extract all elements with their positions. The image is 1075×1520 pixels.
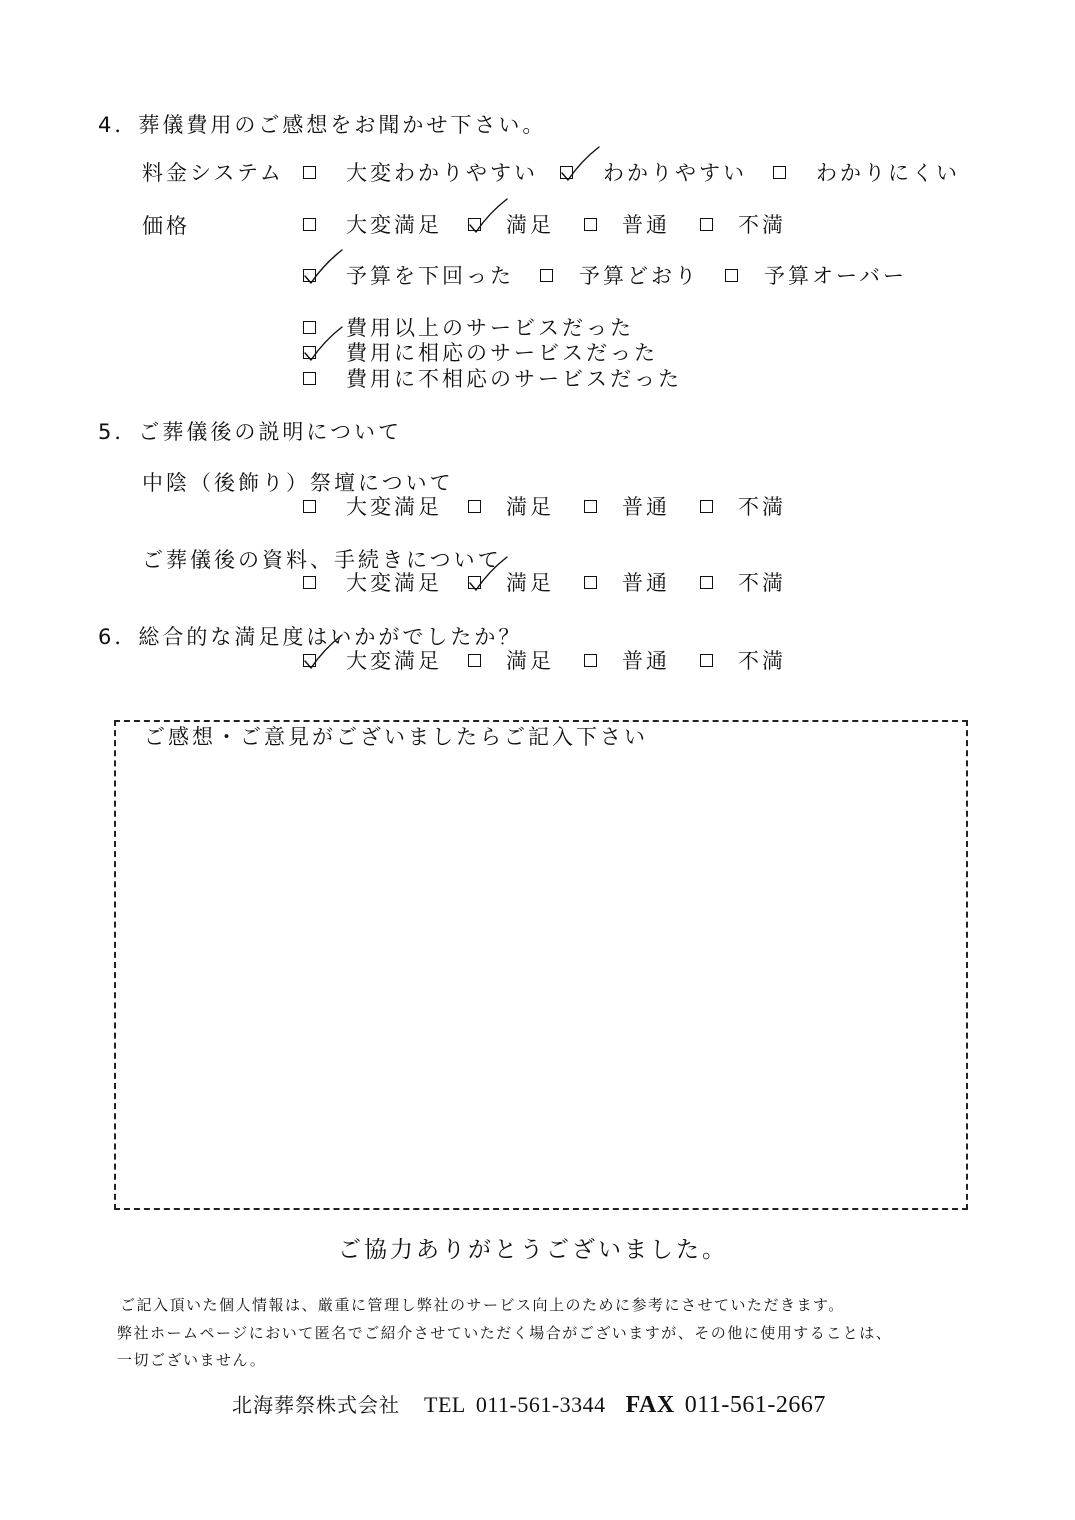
option-label: 費用に不相応のサービスだった: [346, 367, 682, 391]
q4-row3-opt2[interactable]: [725, 260, 907, 290]
option-label: 費用に相応のサービスだった: [346, 341, 658, 365]
empty-checkbox[interactable]: [584, 654, 597, 667]
option-label: 大変わかりやすい: [346, 161, 538, 185]
fax-label: FAX: [625, 1392, 675, 1418]
empty-checkbox[interactable]: [303, 166, 316, 179]
tel-label: TEL: [424, 1392, 466, 1417]
comments-value[interactable]: [144, 762, 946, 1188]
q5-sub1-opt3[interactable]: [700, 491, 786, 521]
option-label: 不満: [738, 571, 786, 595]
empty-checkbox[interactable]: [303, 576, 316, 589]
q6-opt1[interactable]: [468, 645, 554, 675]
empty-checkbox[interactable]: [468, 500, 481, 513]
empty-checkbox[interactable]: [303, 372, 316, 385]
empty-checkbox[interactable]: [700, 654, 713, 667]
check-mark-icon: [302, 248, 352, 288]
q4-row2-opt2[interactable]: [584, 209, 670, 239]
check-mark-icon: [467, 197, 517, 237]
q5-sub2-opt1[interactable]: [468, 567, 554, 597]
check-mark-icon: [302, 325, 352, 365]
option-label: 予算を下回った: [346, 264, 514, 288]
q6-opt0[interactable]: [303, 645, 442, 675]
empty-checkbox[interactable]: [700, 500, 713, 513]
option-label: 大変満足: [346, 213, 442, 237]
option-label: 普通: [622, 649, 670, 673]
checked-checkbox[interactable]: [560, 166, 573, 179]
check-mark-icon: [302, 633, 352, 673]
check-mark-icon: [559, 145, 609, 185]
option-label: 不満: [738, 213, 786, 237]
q6-title: 6．総合的な満足度はいかがでしたか？: [98, 625, 523, 649]
empty-checkbox[interactable]: [303, 500, 316, 513]
q4-row1-opt0[interactable]: [303, 157, 538, 187]
q6-options: [303, 646, 786, 674]
q4-row2-label: 価格: [142, 214, 190, 238]
check-mark-icon: [467, 555, 517, 595]
q6-opt3[interactable]: [700, 645, 786, 675]
empty-checkbox[interactable]: [700, 576, 713, 589]
checked-checkbox[interactable]: [468, 218, 481, 231]
q5-title: 5．ご葬儀後の説明について: [98, 420, 402, 444]
empty-checkbox[interactable]: [584, 218, 597, 231]
option-label: 不満: [738, 649, 786, 673]
option-label: 大変満足: [346, 649, 442, 673]
q5-sub2-label: ご葬儀後の資料、手続きについて: [142, 548, 502, 572]
empty-checkbox[interactable]: [773, 166, 786, 179]
q4-row1-options: [303, 158, 960, 186]
option-label: 満足: [506, 495, 554, 519]
privacy-line-1: ご記入頂いた個人情報は、厳重に管理し弊社のサービス向上のために参考にさせていただきます。: [120, 1296, 845, 1314]
checked-checkbox[interactable]: [468, 576, 481, 589]
q4-row3-options: [303, 261, 907, 289]
option-label: 普通: [622, 213, 670, 237]
option-label: 予算オーバー: [764, 264, 907, 288]
fax-number: 011-561-2667: [684, 1392, 826, 1418]
empty-checkbox[interactable]: [725, 269, 738, 282]
q5-sub2-opt3[interactable]: [700, 567, 786, 597]
q4-row1-opt2[interactable]: [773, 157, 960, 187]
q5-sub2-opt0[interactable]: [303, 567, 442, 597]
q4-row4-opt1[interactable]: [303, 339, 658, 365]
empty-checkbox[interactable]: [303, 218, 316, 231]
q4-row2-opt0[interactable]: [303, 209, 442, 239]
empty-checkbox[interactable]: [468, 654, 481, 667]
q5-sub1-opt2[interactable]: [584, 491, 670, 521]
option-label: 満足: [506, 213, 554, 237]
q4-row3-opt1[interactable]: [540, 260, 699, 290]
q5-sub1-opt1[interactable]: [468, 491, 554, 521]
q4-row1-label: 料金システム: [142, 161, 284, 185]
q5-sub2-options: [303, 568, 786, 596]
comments-label: ご感想・ご意見がございましたらご記入下さい: [144, 725, 648, 749]
tel-number: 011-561-3344: [475, 1392, 606, 1417]
option-label: 満足: [506, 571, 554, 595]
q4-row1-opt1[interactable]: [560, 157, 747, 187]
empty-checkbox[interactable]: [700, 218, 713, 231]
option-label: 大変満足: [346, 571, 442, 595]
company-footer: [232, 1392, 826, 1419]
privacy-line-3: 一切ございません。: [117, 1351, 267, 1369]
q4-row3-opt0[interactable]: [303, 260, 514, 290]
option-label: 費用以上のサービスだった: [346, 316, 634, 340]
q5-sub1-opt0[interactable]: [303, 491, 442, 521]
q4-row2-opt1[interactable]: [468, 209, 554, 239]
q6-opt2[interactable]: [584, 645, 670, 675]
checked-checkbox[interactable]: [303, 269, 316, 282]
empty-checkbox[interactable]: [540, 269, 553, 282]
option-label: 不満: [738, 495, 786, 519]
privacy-line-2: 弊社ホームページにおいて匿名でご紹介させていただく場合がございますが、その他に使用することは、: [117, 1324, 893, 1342]
empty-checkbox[interactable]: [584, 576, 597, 589]
q4-row4-opt2[interactable]: [303, 365, 682, 391]
option-label: わかりやすい: [603, 161, 747, 185]
thanks-message: ご協力ありがとうございました。: [338, 1237, 728, 1263]
empty-checkbox[interactable]: [584, 500, 597, 513]
q4-title: 4．葬儀費用のご感想をお聞かせ下さい。: [98, 113, 547, 137]
q4-row2-options: [303, 210, 786, 238]
company-name: 北海葬祭株式会社: [232, 1393, 400, 1417]
option-label: 大変満足: [346, 495, 442, 519]
option-label: 普通: [622, 571, 670, 595]
option-label: 満足: [506, 649, 554, 673]
option-label: 予算どおり: [579, 264, 699, 288]
q4-row2-opt3[interactable]: [700, 209, 786, 239]
q5-sub2-opt2[interactable]: [584, 567, 670, 597]
checked-checkbox[interactable]: [303, 654, 316, 667]
checked-checkbox[interactable]: [303, 346, 316, 359]
option-label: 普通: [622, 495, 670, 519]
comments-box[interactable]: [114, 720, 968, 1210]
option-label: わかりにくい: [816, 161, 960, 185]
q5-sub1-label: 中陰（後飾り）祭壇について: [142, 471, 454, 495]
q5-sub1-options: [303, 492, 786, 520]
